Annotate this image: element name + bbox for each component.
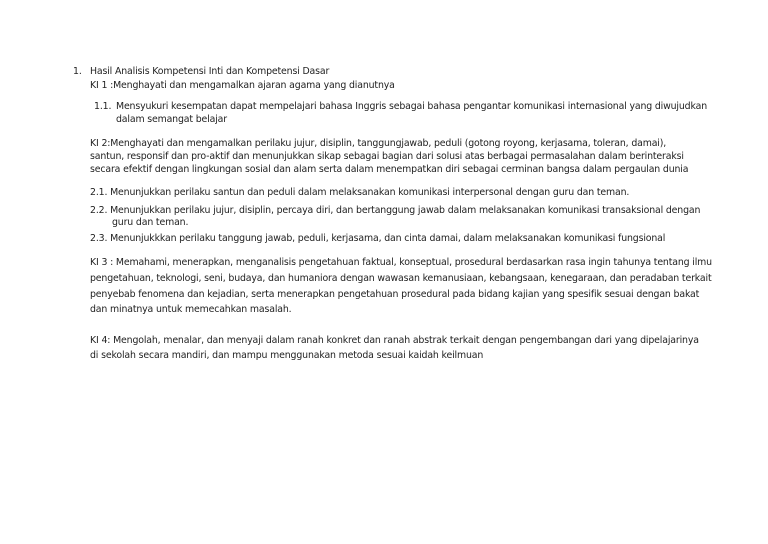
kd-2-2-line-2: guru dan teman. bbox=[112, 217, 189, 228]
section-number: 1. bbox=[73, 66, 82, 77]
ki2-line-1: KI 2:Menghayati dan mengamalkan perilaku jujur, disiplin, tanggungjawab, peduli (gotong royong, kerjasama, toleran, damai), bbox=[90, 138, 667, 149]
ki3-line-4: dan minatnya untuk memecahkan masalah. bbox=[90, 304, 292, 315]
ki3-line-1: KI 3 : Memahami, menerapkan, menganalisis pengetahuan faktual, konseptual, prosedural berdasarkan rasa ingin tahunya tentang ilmu bbox=[90, 257, 712, 268]
kd-1-1-line-2: dalam semangat belajar bbox=[116, 114, 227, 125]
kd-2-3-line-1: 2.3. Menunjukkkan perilaku tanggung jawab, peduli, kerjasama, dan cinta damai, dalam melaksanakan komunikasi fungsional bbox=[90, 233, 666, 244]
ki2-line-3: secara efektif dengan lingkungan sosial dan alam serta dalam menempatkan diri sebagai cerminan bangsa dalam pergaulan dunia bbox=[90, 164, 689, 175]
kd-1-1-line-1: Mensyukuri kesempatan dapat mempelajari bahasa Inggris sebagai bahasa pengantar komunikasi internasional yang diwujudkan bbox=[116, 101, 707, 112]
ki4-line-2: di sekolah secara mandiri, dan mampu menggunakan metoda sesuai kaidah keilmuan bbox=[90, 350, 484, 361]
ki3-line-3: penyebab fenomena dan kejadian, serta menerapkan pengetahuan prosedural pada bidang kajian yang spesifik sesuai dengan bakat bbox=[90, 289, 700, 300]
kd-1-1-number: 1.1. bbox=[94, 101, 112, 112]
ki1-statement: KI 1 :Menghayati dan mengamalkan ajaran agama yang dianutnya bbox=[90, 80, 395, 91]
kd-2-1-line-1: 2.1. Menunjukkan perilaku santun dan peduli dalam melaksanakan komunikasi interpersonal dengan guru dan teman. bbox=[90, 187, 630, 198]
kd-2-2-line-1: 2.2. Menunjukkan perilaku jujur, disiplin, percaya diri, dan bertanggung jawab dalam melaksanakan komunikasi transaksional dengan bbox=[90, 205, 701, 216]
ki2-line-2: santun, responsif dan pro-aktif dan menunjukkan sikap sebagai bagian dari solusi atas berbagai permasalahan dalam berinteraksi bbox=[90, 151, 684, 162]
section-heading: Hasil Analisis Kompetensi Inti dan Kompetensi Dasar bbox=[90, 66, 330, 77]
ki3-line-2: pengetahuan, teknologi, seni, budaya, dan humaniora dengan wawasan kemanusiaan, kebangsaan, kenegaraan, dan peradaban terkait bbox=[90, 273, 712, 284]
ki4-line-1: KI 4: Mengolah, menalar, dan menyaji dalam ranah konkret dan ranah abstrak terkait dengan pengembangan dari yang dipelajarinya bbox=[90, 335, 699, 346]
